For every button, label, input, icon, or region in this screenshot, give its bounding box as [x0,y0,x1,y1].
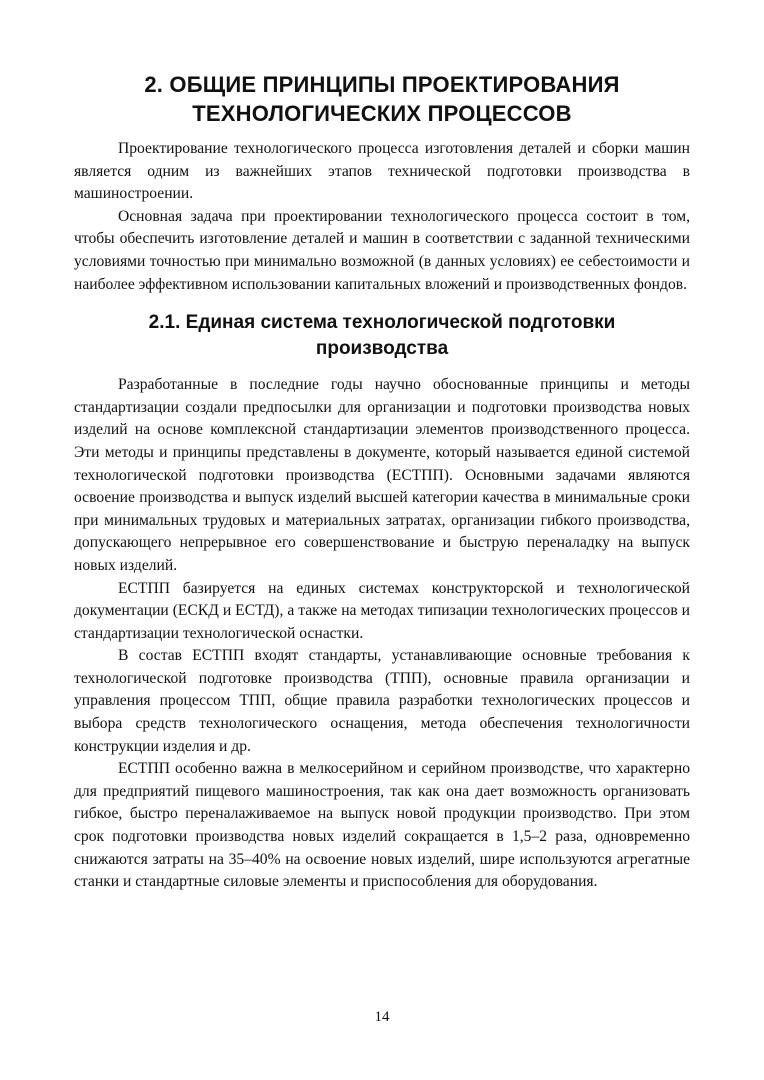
chapter-paragraph-1: Проектирование технологического процесса изготовления деталей и сборки машин является одним из важнейших этапов технической подготовки производства в машиностроении. [74,140,690,203]
section-title-line-2: производства [315,338,449,360]
chapter-paragraph-2: Основная задача при проектировании технологического процесса состоит в том, чтобы обеспечить изготовление деталей и машин в соответствии с заданной техническими условиями точностью при минимально возможной (в данных условиях) ее себестоимости и наиболее эффективном использовании капитальных вложений и производственных фондов. [74,207,690,293]
chapter-title-line-2: ТЕХНОЛОГИЧЕСКИХ ПРОЦЕССОВ [192,101,572,126]
page-number: 14 [374,1009,390,1025]
section-paragraph-2: ЕСТПП базируется на единых системах конструкторской и технологической документации (ЕСКД и ЕСТД), а также на методах типизации технологических процессов и стандартизации технологической оснастки. [74,579,690,642]
section-title-line-1: 2.1. Единая система технологической подготовки [148,312,616,334]
section-paragraph-4: ЕСТПП особенно важна в мелкосерийном и серийном производстве, что характерно для предприятий пищевого машиностроения, так как она дает возможность организовать гибкое, быстро переналаживаемое на выпуск новой продукции производство. При этом срок подготовки производства новых изделий сокращается в 1,5–2 раза, одновременно снижаются затраты на 35–40% на освоение новых изделий, шире используются агрегатные станки и стандартные силовые элементы и приспособления для оборудования. [74,760,690,891]
chapter-title-line-1: 2. ОБЩИЕ ПРИНЦИПЫ ПРОЕКТИРОВАНИЯ [144,72,620,97]
section-title [74,310,690,362]
section-paragraph-1: Разработанные в последние годы научно обоснованные принципы и методы стандартизации создали предпосылки для организации и подготовки производства новых изделий на основе комплексной стандартизации элементов производственного процесса. Эти методы и принципы представлены в документе, который называется единой системой технологической подготовки производства (ЕСТПП). Основными задачами являются освоение производства и выпуск изделий высшей категории качества в минимальные сроки при минимальных трудовых и материальных затратах, организации гибкого производства, допускающего непрерывное его совершенствование и быструю переналадку на выпуск новых изделий. [74,376,690,574]
chapter-title [74,70,690,128]
section-paragraph-3: В состав ЕСТПП входят стандарты, устанавливающие основные требования к технологической подготовке производства (ТПП), основные правила организации и управления процессом ТПП, общие правила разработки технологических процессов и выбора средств технологического оснащения, метода обеспечения технологичности конструкции изделия и др. [74,647,690,755]
